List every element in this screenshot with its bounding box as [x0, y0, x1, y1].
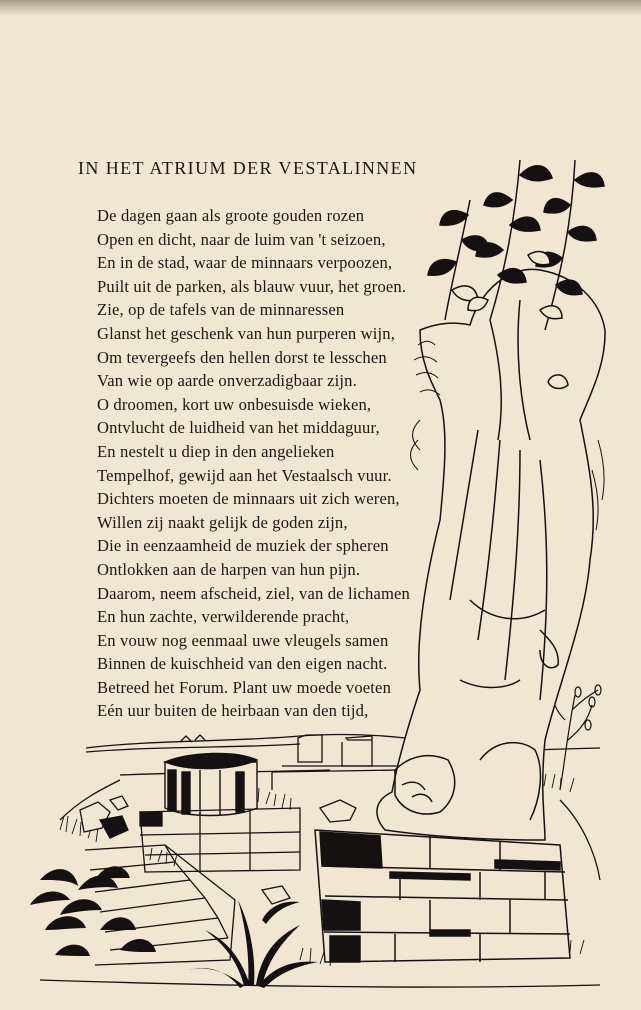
- poem-line: En nestelt u diep in den angelieken: [97, 441, 335, 461]
- plant-icon: [30, 866, 156, 956]
- poem-line: Eén uur buiten de heirbaan van den tijd,: [97, 701, 369, 721]
- poem-line: De dagen gaan als groote gouden rozen: [97, 206, 365, 225]
- brick-pedestal-icon: [315, 830, 570, 962]
- poem-line: Binnen de kuischheid van den eigen nacht.: [97, 654, 388, 674]
- poem-line: Dichters moeten de minnaars uit zich weren,: [97, 489, 400, 509]
- column-ruin-icon: [165, 753, 257, 815]
- poem-line: En hun zachte, verwilderende pracht,: [97, 607, 350, 627]
- poem-line: Van wie op aarde onverzadigbaar zijn.: [97, 371, 357, 391]
- poem-line: Ontvlucht de luidheid van het middaguur,: [97, 418, 380, 438]
- stone-steps-icon: [85, 845, 235, 965]
- poem-title: IN HET ATRIUM DER VESTALINNEN: [78, 158, 418, 178]
- poem-line: Om tevergeefs den hellen dorst te lesschen: [97, 347, 387, 367]
- poem-line: Glanst het geschenk van hun purperen wijn,: [97, 323, 395, 343]
- poem-stanza: [97, 204, 410, 723]
- vestal-statue-icon: [377, 269, 605, 840]
- poem-line: Ontlokken aan de harpen van hun pijn.: [97, 559, 361, 579]
- poem-line: Open en dicht, naar de luim van 't seizoen,: [97, 229, 386, 249]
- distant-ruin-icon: [282, 735, 400, 766]
- poem-line: Tempelhof, gewijd aan het Vestaalsch vuur.: [97, 465, 392, 485]
- poem-line: Puilt uit de parken, als blauw vuur, het groen.: [97, 276, 407, 296]
- agave-plant-icon: [188, 900, 318, 988]
- poem-line: En in de stad, waar de minnaars verpoozen,: [97, 253, 393, 273]
- poem-line: Betreed het Forum. Plant uw moede voeten: [97, 677, 392, 697]
- poem-line: En vouw nog eenmaal uwe vleugels samen: [97, 630, 389, 650]
- sapling-icon: [549, 685, 601, 790]
- poem-line: Daarom, neem afscheid, ziel, van de lichamen: [97, 583, 410, 603]
- poem-line: Zie, op de tafels van de minnaressen: [97, 300, 345, 320]
- poem-line: O droomen, kort uw onbesuisde wieken,: [97, 394, 372, 414]
- poem-line: Die in eenzaamheid de muziek der spheren: [97, 536, 389, 556]
- poem-line: Willen zij naakt gelijk de goden zijn,: [97, 512, 348, 532]
